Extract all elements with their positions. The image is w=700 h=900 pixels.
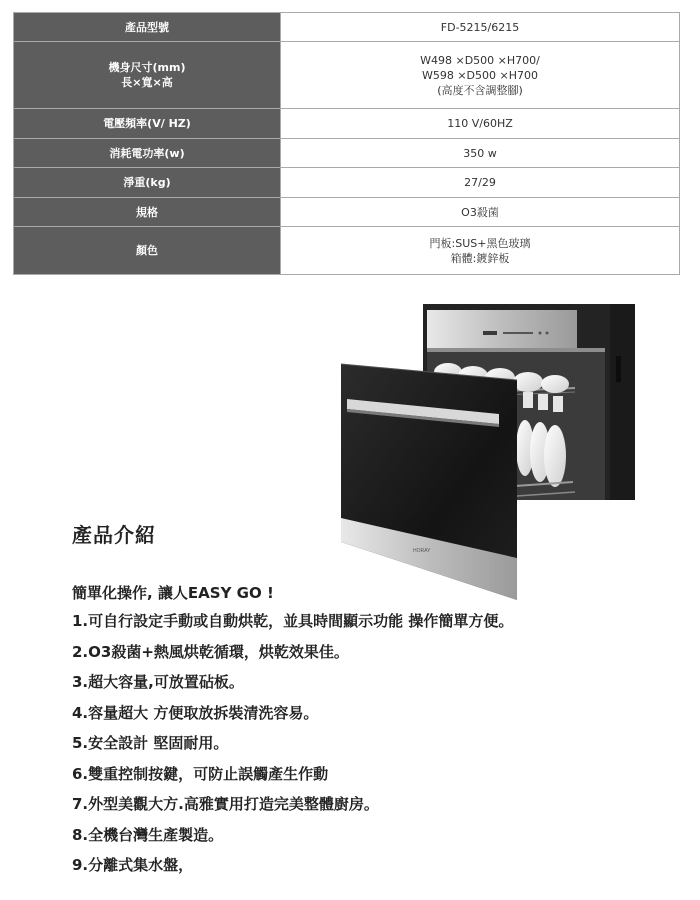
feature-item: 5.安全設計 堅固耐用。 [72,734,229,752]
spec-value-line: 箱體:鍍鋅板 [450,251,510,265]
spec-value-line: 110 V/60HZ [447,117,513,130]
spec-row-model [14,13,680,42]
spec-row-weight [14,168,680,198]
spec-value-line: 27/29 [464,176,496,189]
spec-row-power [14,139,680,168]
spec-row-voltage [14,109,680,139]
intro-subtitle: 簡單化操作, 讓人EASY GO ! [72,584,274,602]
spec-value-color [281,227,680,275]
product-image [335,296,645,602]
spec-value-line: W498 ×D500 ×H700/ [420,53,540,67]
spec-row-dimensions [14,42,680,109]
brand-mark: HORAY [413,548,431,554]
feature-item: 1.可自行設定手動或自動烘乾，並具時間顯示功能 操作簡單方便。 [72,612,514,630]
feature-item: 3.超大容量,可放置砧板。 [72,673,244,691]
spec-label-line: 機身尺寸(mm) [108,61,186,74]
feature-item: 4.容量超大 方便取放拆裝清洗容易。 [72,703,319,722]
feature-item: 9.分離式集水盤， [72,856,194,874]
spec-value-line: 350 w [463,146,497,160]
spec-label-power: 消耗電功率(w) [14,139,281,168]
spec-label-weight: 淨重(kg) [14,168,281,198]
spec-table [13,12,680,275]
spec-value-line: (高度不含調整腳) [437,83,523,97]
drawer-door [341,364,517,600]
spec-value-line: W598 ×D500 ×H700 [421,68,539,82]
spec-value-power [281,139,680,168]
spec-label-line: 長×寬×高 [121,76,173,89]
spec-value-spec [281,198,680,227]
spec-label-model: 產品型號 [14,13,281,42]
intro-title: 產品介紹 [72,523,156,547]
feature-item: 2.O3殺菌+熱風烘乾循環，烘乾效果佳。 [72,642,349,661]
spec-label-spec: 規格 [14,198,281,227]
feature-item: 8.全機台灣生產製造。 [72,825,224,844]
dish-dryer-illustration [335,296,645,602]
spec-label-dimensions [14,42,281,109]
feature-item: 6.雙重控制按鍵，可防止誤觸產生作動 [72,764,329,783]
spec-row-color [14,227,680,275]
spec-value-model [281,13,680,42]
spec-value-weight [281,168,680,198]
spec-value-line: FD-5215/6215 [440,20,520,34]
spec-label-color: 顏色 [14,227,281,275]
feature-list [72,608,513,883]
spec-value-line: O3殺菌 [461,205,499,219]
feature-item: 7.外型美觀大方.高雅實用打造完美整體廚房。 [72,795,379,813]
spec-row-spec [14,198,680,227]
spec-value-dimensions [281,42,680,109]
spec-label-voltage: 電壓頻率(V/ HZ) [14,109,281,139]
spec-value-line: 門板:SUS+黑色玻璃 [429,236,531,250]
spec-value-voltage [281,109,680,139]
